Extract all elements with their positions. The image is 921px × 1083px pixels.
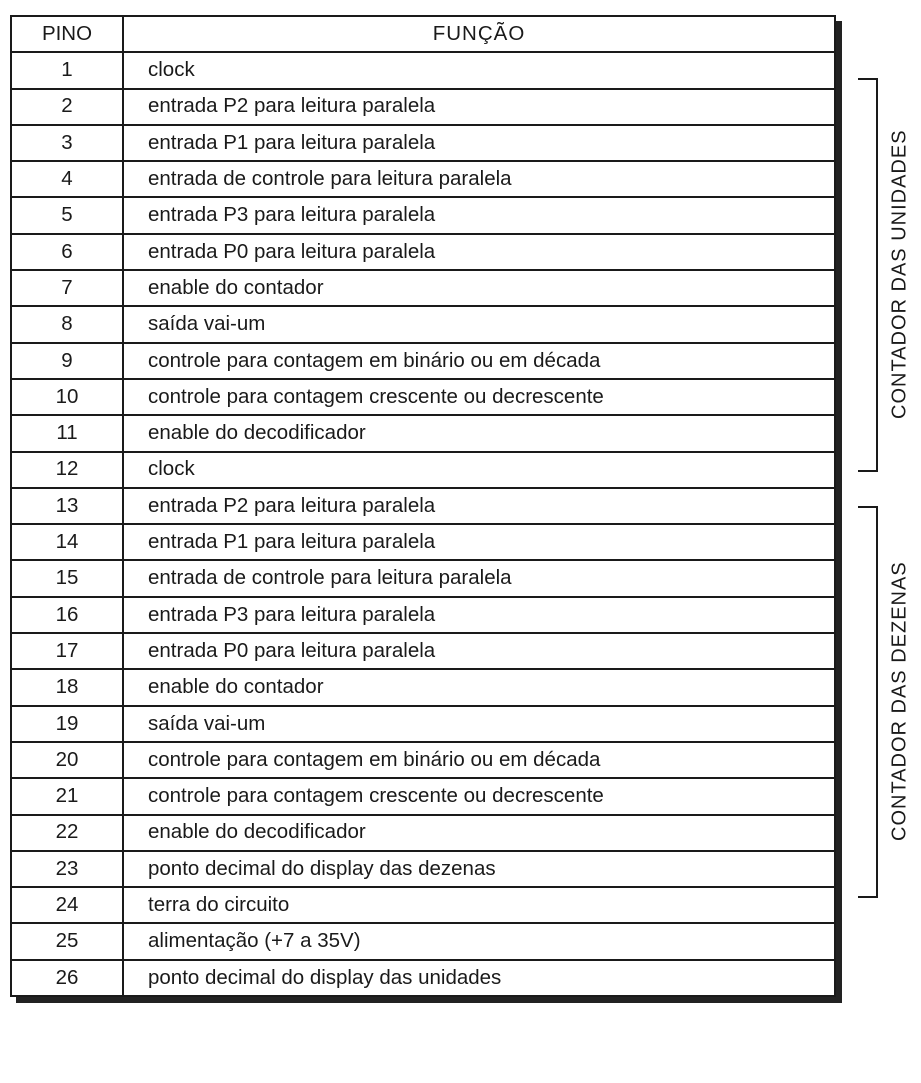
pin-function: entrada de controle para leitura paralela <box>123 161 835 197</box>
pin-number: 20 <box>11 742 123 778</box>
table-row <box>11 633 835 669</box>
pin-function: entrada P1 para leitura paralela <box>123 125 835 161</box>
pin-function: entrada P0 para leitura paralela <box>123 234 835 270</box>
table-row <box>11 343 835 379</box>
table-row <box>11 161 835 197</box>
pin-function: entrada P0 para leitura paralela <box>123 633 835 669</box>
table-row <box>11 524 835 560</box>
table-row <box>11 742 835 778</box>
pin-function: enable do contador <box>123 669 835 705</box>
table-row <box>11 669 835 705</box>
pin-function: enable do decodificador <box>123 415 835 451</box>
table-row <box>11 125 835 161</box>
table-row <box>11 89 835 125</box>
pin-function: ponto decimal do display das unidades <box>123 960 835 996</box>
pin-number: 9 <box>11 343 123 379</box>
pin-number: 6 <box>11 234 123 270</box>
pin-number: 17 <box>11 633 123 669</box>
header-funcao: FUNÇÃO <box>123 16 835 52</box>
pin-number: 21 <box>11 778 123 814</box>
pin-function: saída vai-um <box>123 706 835 742</box>
table-row <box>11 706 835 742</box>
pin-number: 3 <box>11 125 123 161</box>
pin-number: 8 <box>11 306 123 342</box>
pin-number: 15 <box>11 560 123 596</box>
pin-function: clock <box>123 52 835 88</box>
table-row <box>11 923 835 959</box>
pin-function: enable do contador <box>123 270 835 306</box>
pin-function: entrada P2 para leitura paralela <box>123 89 835 125</box>
table-row <box>11 452 835 488</box>
pin-function: entrada P3 para leitura paralela <box>123 197 835 233</box>
pin-function: entrada P2 para leitura paralela <box>123 488 835 524</box>
table-row <box>11 778 835 814</box>
pin-number: 7 <box>11 270 123 306</box>
tens-group-bracket <box>858 506 878 898</box>
pin-number: 26 <box>11 960 123 996</box>
pin-number: 5 <box>11 197 123 233</box>
pin-function: alimentação (+7 a 35V) <box>123 923 835 959</box>
pin-number: 23 <box>11 851 123 887</box>
pin-number: 14 <box>11 524 123 560</box>
pin-function: entrada P3 para leitura paralela <box>123 597 835 633</box>
table-row <box>11 560 835 596</box>
pin-number: 13 <box>11 488 123 524</box>
pin-number: 22 <box>11 815 123 851</box>
table-row <box>11 851 835 887</box>
pin-number: 2 <box>11 89 123 125</box>
pin-function: saída vai-um <box>123 306 835 342</box>
tens-group-label: CONTADOR DAS DEZENAS <box>888 561 911 841</box>
pin-function: entrada de controle para leitura paralela <box>123 560 835 596</box>
table-row <box>11 815 835 851</box>
pin-number: 16 <box>11 597 123 633</box>
pin-function: controle para contagem crescente ou decrescente <box>123 778 835 814</box>
table-row <box>11 597 835 633</box>
pin-number: 18 <box>11 669 123 705</box>
pin-function: ponto decimal do display das dezenas <box>123 851 835 887</box>
table-row <box>11 306 835 342</box>
pin-number: 19 <box>11 706 123 742</box>
table-row <box>11 415 835 451</box>
units-group-label: CONTADOR DAS UNIDADES <box>888 129 911 419</box>
pin-function: controle para contagem em binário ou em década <box>123 742 835 778</box>
pin-function: clock <box>123 452 835 488</box>
table-row <box>11 234 835 270</box>
pin-number: 24 <box>11 887 123 923</box>
pin-number: 10 <box>11 379 123 415</box>
table-row <box>11 270 835 306</box>
table-row <box>11 887 835 923</box>
pin-function: controle para contagem em binário ou em década <box>123 343 835 379</box>
pin-function: terra do circuito <box>123 887 835 923</box>
table-row <box>11 960 835 996</box>
pin-function: enable do decodificador <box>123 815 835 851</box>
table-header-row <box>11 16 835 52</box>
pin-number: 11 <box>11 415 123 451</box>
table-row <box>11 488 835 524</box>
pin-function-table <box>10 15 836 997</box>
pin-function: controle para contagem crescente ou decrescente <box>123 379 835 415</box>
table-row <box>11 52 835 88</box>
table-row <box>11 197 835 233</box>
pin-number: 12 <box>11 452 123 488</box>
units-group-bracket <box>858 78 878 472</box>
header-pino: PINO <box>11 16 123 52</box>
pin-number: 25 <box>11 923 123 959</box>
pin-number: 1 <box>11 52 123 88</box>
pin-number: 4 <box>11 161 123 197</box>
table-row <box>11 379 835 415</box>
pin-function: entrada P1 para leitura paralela <box>123 524 835 560</box>
